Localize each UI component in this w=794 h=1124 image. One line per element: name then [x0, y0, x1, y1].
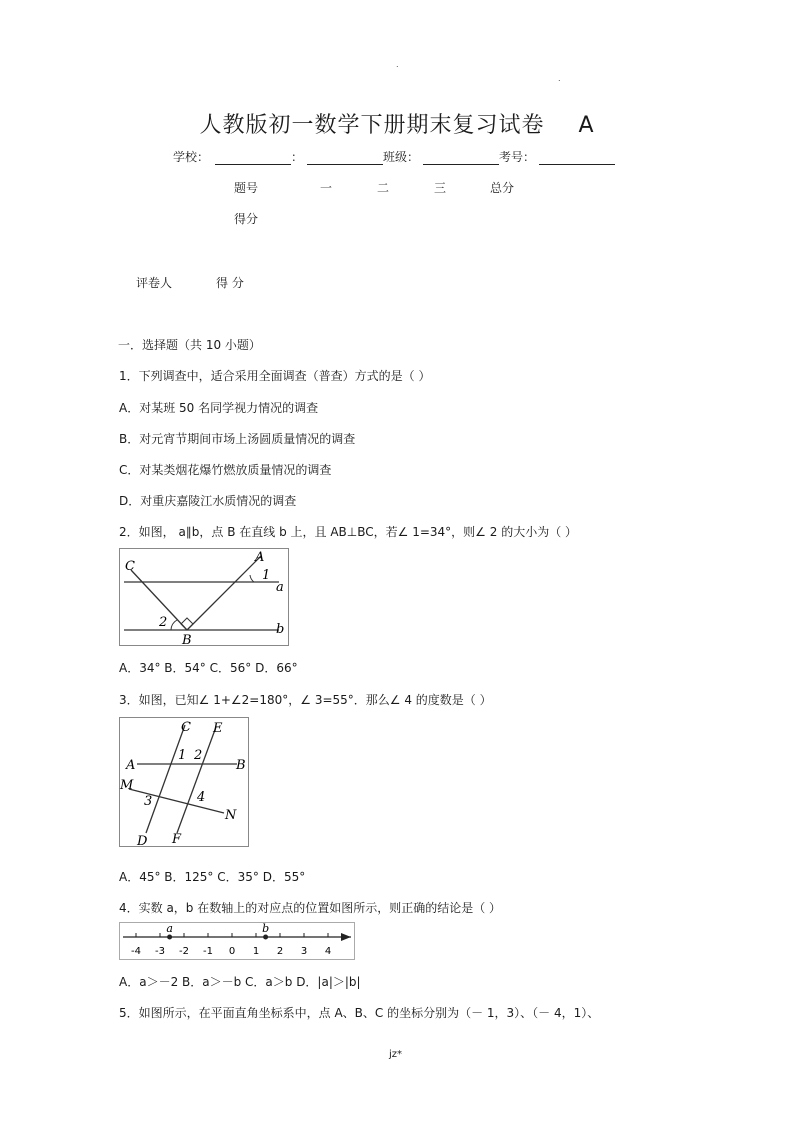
label-3: 3: [144, 794, 153, 809]
colon-label: ：: [291, 150, 304, 164]
score-header-2: 二: [377, 181, 390, 195]
tick-label: 3: [300, 946, 308, 957]
school-label: 学校：: [173, 150, 210, 164]
tick-label: 0: [228, 946, 236, 957]
tick-label: -3: [155, 946, 165, 957]
exam-no-blank[interactable]: [539, 151, 615, 165]
footer-text: jz*: [389, 1049, 403, 1060]
axis-arrow: [341, 933, 351, 941]
right-angle-mark: [181, 618, 193, 630]
score-label: 得 分: [216, 276, 244, 290]
q5-stem: 5．如图所示，在平面直角坐标系中，点 A、B、C 的坐标分别为（－ 1，3）、（－ 4，1）、: [119, 1006, 600, 1020]
label-A: A: [126, 758, 136, 773]
exam-no-label: 考号：: [499, 150, 536, 164]
q3-figure: [119, 717, 249, 847]
q2-figure: [119, 548, 289, 646]
name-blank[interactable]: [307, 151, 383, 165]
tick-label: -4: [131, 946, 141, 957]
angle-2-arc: [171, 620, 177, 630]
q2-options[interactable]: A．34° B．54° C．56° D．66°: [119, 661, 298, 675]
page-title: [0, 108, 794, 139]
q1-option-c[interactable]: C．对某类烟花爆竹燃放质量情况的调查: [119, 463, 332, 477]
q4-number-line: [119, 922, 355, 960]
q4-stem: 4．实数 a，b 在数轴上的对应点的位置如图所示，则正确的结论是（ ）: [119, 901, 502, 915]
label-1: 1: [262, 568, 271, 583]
title-letter: A: [578, 113, 595, 138]
point-label-a: a: [166, 922, 173, 935]
line-ab: [187, 556, 261, 630]
label-D: D: [137, 834, 148, 847]
label-A: A: [255, 550, 265, 565]
school-blank[interactable]: [215, 151, 291, 165]
header-dot: .: [396, 60, 399, 69]
score-header-tihao: 题号: [234, 181, 259, 195]
title-main: 人教版初一数学下册期末复习试卷: [199, 113, 545, 138]
point-a: [167, 935, 172, 940]
q1-stem: 1．下列调查中，适合采用全面调查（普查）方式的是（ ）: [119, 369, 431, 383]
q2-stem: 2．如图， a∥b，点 B 在直线 b 上，且 AB⊥BC，若∠ 1=34°，则∠ 2 的大小为（ ）: [119, 525, 578, 539]
label-4: 4: [197, 790, 206, 805]
label-1: 1: [178, 748, 187, 763]
tick-label: 1: [252, 946, 260, 957]
score-header-3: 三: [434, 181, 447, 195]
tick-label: -1: [203, 946, 213, 957]
label-b: b: [276, 622, 285, 637]
label-2: 2: [159, 615, 168, 630]
info-line: [173, 148, 615, 165]
point-b: [263, 935, 268, 940]
line-ef: [177, 727, 216, 833]
label-F: F: [172, 832, 182, 847]
class-label: 班级：: [383, 150, 420, 164]
section-heading: 一．选择题（共 10 小题）: [118, 338, 261, 352]
grader-label: 评卷人: [136, 276, 173, 290]
label-N: N: [225, 808, 237, 823]
q1-option-b[interactable]: B．对元宵节期间市场上汤圆质量情况的调查: [119, 432, 356, 446]
angle-1-arc: [250, 575, 254, 582]
label-M: M: [120, 778, 134, 793]
q1-option-d[interactable]: D．对重庆嘉陵江水质情况的调查: [119, 494, 297, 508]
label-2: 2: [194, 748, 203, 763]
score-row-label: 得分: [234, 212, 259, 226]
tick-label: 2: [276, 946, 284, 957]
label-B: B: [182, 633, 192, 646]
q4-options[interactable]: A．a＞－2 B．a＞－b C．a＞b D．|a|＞|b|: [119, 975, 361, 989]
label-C: C: [181, 720, 191, 735]
score-header-1: 一: [320, 181, 333, 195]
score-header-total: 总分: [490, 181, 515, 195]
line-cd: [146, 725, 185, 833]
tick-label: 4: [324, 946, 332, 957]
label-E: E: [213, 721, 223, 736]
label-B: B: [236, 758, 246, 773]
tick-label: -2: [179, 946, 189, 957]
label-a: a: [276, 580, 284, 595]
header-dot: .: [558, 74, 561, 83]
point-label-b: b: [262, 922, 270, 935]
q1-option-a[interactable]: A．对某班 50 名同学视力情况的调查: [119, 401, 319, 415]
q3-options[interactable]: A．45° B．125° C．35° D．55°: [119, 870, 306, 884]
q3-stem: 3．如图，已知∠ 1+∠2=180°，∠ 3=55°．那么∠ 4 的度数是（ ）: [119, 693, 492, 707]
class-blank[interactable]: [423, 151, 499, 165]
label-C: C: [125, 559, 135, 574]
